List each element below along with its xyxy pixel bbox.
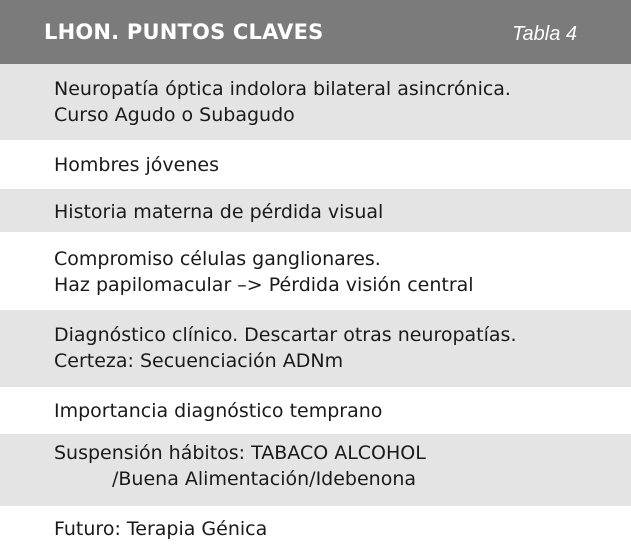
row-text: Importancia diagnóstico temprano	[54, 400, 383, 422]
table-header	[0, 0, 631, 64]
table-row	[0, 506, 631, 557]
table-row	[0, 189, 631, 232]
table-row	[0, 140, 631, 189]
table-row	[0, 232, 631, 310]
row-text: Neuropatía óptica indolora bilateral asincrónica.	[54, 78, 511, 100]
row-text: Haz papilomacular –> Pérdida visión central	[54, 274, 474, 296]
row-text: Futuro: Terapia Génica	[54, 518, 268, 540]
row-text: Certeza: Secuenciación ADNm	[54, 350, 344, 372]
row-text: Diagnóstico clínico. Descartar otras neuropatías.	[54, 324, 517, 346]
row-text: /Buena Alimentación/Idebenona	[112, 468, 417, 490]
table-row	[0, 434, 631, 506]
table-row	[0, 64, 631, 140]
table-number: Tabla 4	[512, 23, 577, 45]
table-title: LHON. PUNTOS CLAVES	[44, 20, 324, 44]
table-row	[0, 387, 631, 434]
row-text: Hombres jóvenes	[54, 154, 219, 176]
row-text: Curso Agudo o Subagudo	[54, 104, 295, 126]
table-row	[0, 310, 631, 387]
row-text: Compromiso células ganglionares.	[54, 248, 381, 270]
row-text: Suspensión hábitos: TABACO ALCOHOL	[54, 442, 426, 464]
row-text: Historia materna de pérdida visual	[54, 201, 384, 223]
